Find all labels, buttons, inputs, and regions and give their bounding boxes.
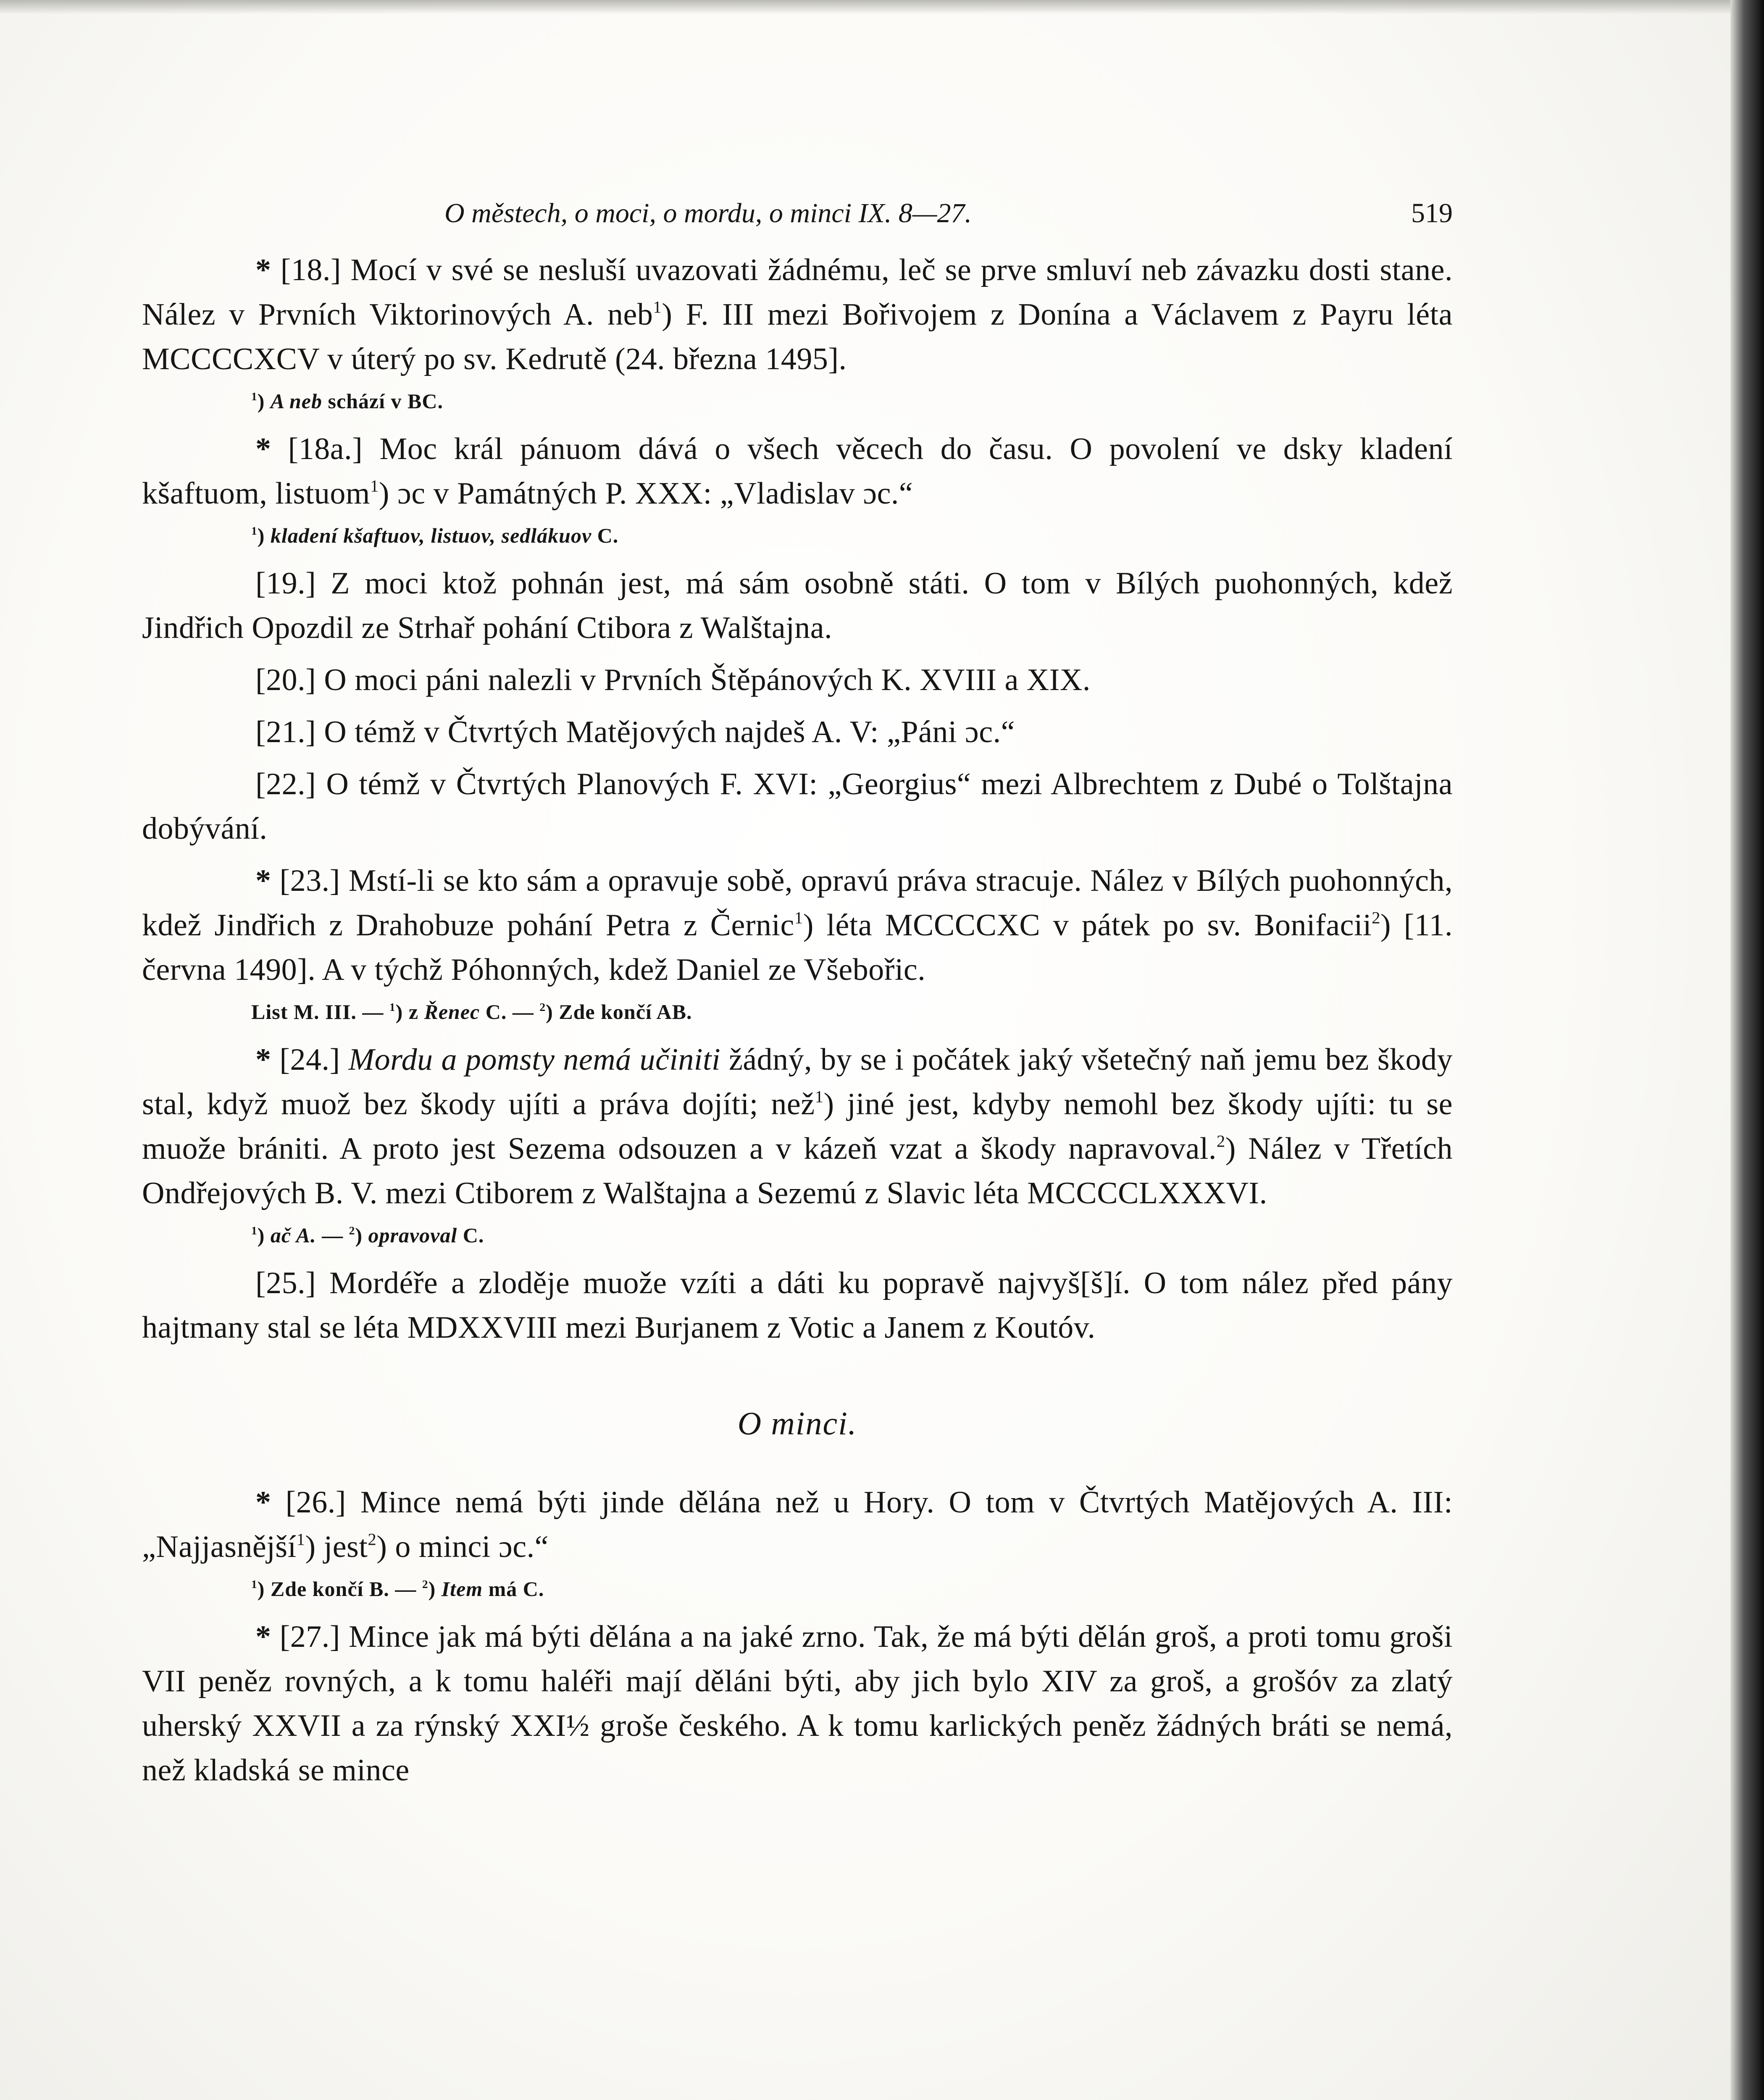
scan-right-edge: [1730, 0, 1764, 2100]
entry-25: [25.] Mordéře a zloděje muože vzíti a dáti ku popravě najvyš[š]í. O tom nález před pány hajtmany stal se léta MDXXVIII mezi Burjanem z Votic a Janem z Koutóv.: [142, 1266, 1453, 1345]
section-heading: O minci.: [737, 1405, 857, 1441]
entry-18: * [18.] Mocí v své se nesluší uvazovati žádnému, leč se prve smluví neb závazku dosti stane. Nález v Prvních Viktorinových A. neb$^1$) F. III mezi Bořivojem z Donína a Václavem z Payru léta MCCCCXCV v úterý po sv. Kedrutě (24. března 1495].: [142, 253, 1453, 376]
scan-top-shadow: [0, 0, 1764, 14]
entry-27: * [27.] Mince jak má býti dělána a na jaké zrno. Tak, že má býti dělán groš, a proti tomu groši VII peněz rovných, a k tomu haléři mají děláni býti, aby jich bylo XIV za groš, a grošóv za zlatý uherský XXVII a za rýnský XXI½ groše českého. A k tomu karlických peněz žádných bráti se nemá, než kladská se mince: [142, 1620, 1453, 1788]
page-number: 519: [1411, 198, 1453, 228]
entry-19: [19.] Z moci ktož pohnán jest, má sám osobně státi. O tom v Bílých puohonných, kdež Jindřich Opozdil ze Strhař pohání Ctibora z Walštajna.: [142, 566, 1453, 645]
entry-20: [20.] O moci páni nalezli v Prvních Štěpánových K. XVIII a XIX.: [255, 663, 1091, 697]
footnote-23: List M. III. — $^1$) z Řenec C. — $^2$) Zde končí AB.: [251, 1000, 692, 1024]
footnote-18: $^1$) A neb schází v BC.: [251, 389, 443, 413]
entry-22: [22.] O témž v Čtvrtých Planových F. XVI: „Georgius“ mezi Albrechtem z Dubé o Tolštajna dobývání.: [142, 767, 1453, 846]
running-head-title: O městech, o moci, o mordu, o minci IX. 8—27.: [444, 198, 972, 228]
entry-21: [21.] O témž v Čtvrtých Matějových najdeš A. V: „Páni ɔc.“: [255, 715, 1015, 749]
entry-24: * [24.] Mordu a pomsty nemá učiniti žádný, by se i počátek jaký všetečný naň jemu bez škody stal, když muož bez škody ujíti a práva dojíti; než$^1$) jiné jest, kdyby nemohl bez škody ujíti: tu se muože brániti. A proto jest Sezema odsouzen a v kázeň vzat a škody napravoval.$^2$) Nález v Třetích Ondřejových B. V. mezi Ctiborem z Walštajna a Sezemú z Slavic léta MCCCCLXXXVI.: [142, 1042, 1453, 1210]
footnote-18a: $^1$) kladení kšaftuov, listuov, sedlákuov C.: [251, 524, 619, 547]
entry-26: * [26.] Mince nemá býti jinde dělána než u Hory. O tom v Čtvrtých Matějových A. III: „Najjasnější$^1$) jest$^2$) o minci ɔc.“: [142, 1485, 1453, 1564]
footnote-24: $^1$) ač A. — $^2$) opravoval C.: [251, 1223, 484, 1247]
text-block: [142, 189, 1453, 1793]
entry-18a: * [18a.] Moc král pánuom dává o všech věcech do času. O povolení ve dsky kladení kšaftuom, listuom$^1$) ɔc v Památných P. XXX: „Vladislav ɔc.“: [142, 432, 1453, 511]
entry-23: * [23.] Mstí-li se kto sám a opravuje sobě, opravú práva stracuje. Nález v Bílých puohonných, kdež Jindřich z Drahobuze pohání Petra z Černic$^1$) léta MCCCCXC v pátek po sv. Bonifacii$^2$) [11. června 1490]. A v týchž Póhonných, kdež Daniel ze Všebořic.: [142, 864, 1453, 987]
footnote-26: $^1$) Zde končí B. — $^2$) Item má C.: [251, 1577, 544, 1601]
running-head: [142, 189, 1453, 248]
